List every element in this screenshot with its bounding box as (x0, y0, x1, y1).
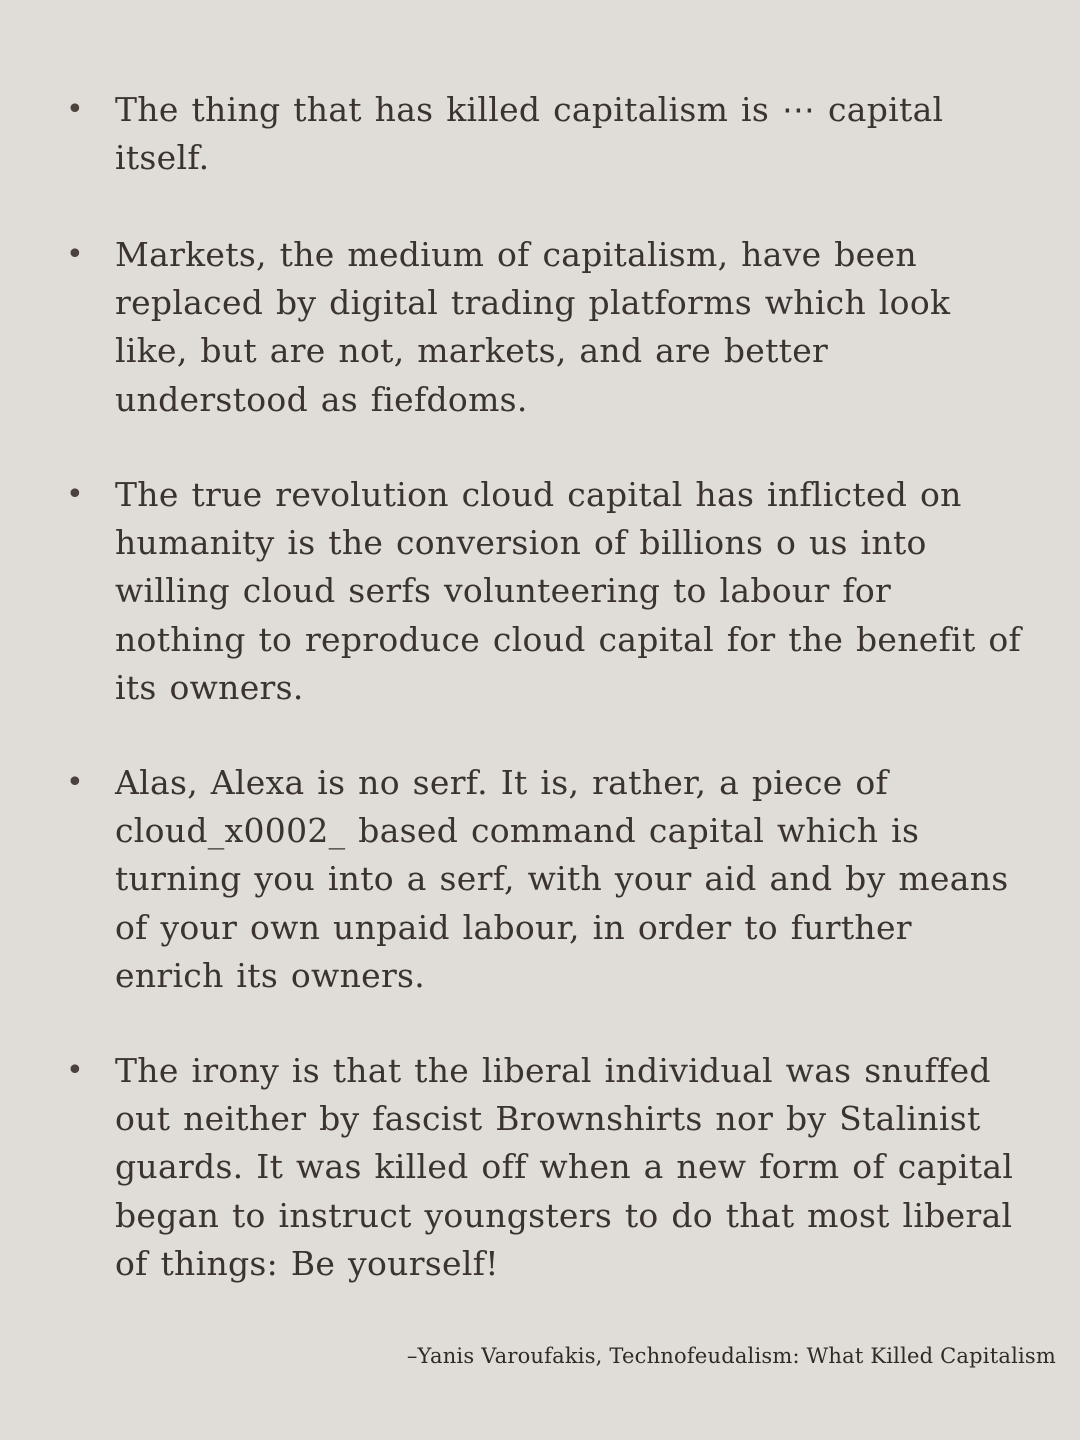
quote-text: The thing that has killed capitalism is ⋯ capital itself. (115, 90, 944, 178)
bullet-icon: • (66, 237, 84, 272)
attribution: –Yanis Varoufakis, Technofeudalism: What Killed Capitalism (406, 1344, 1056, 1368)
quote-text: Markets, the medium of capitalism, have been replaced by digital trading platforms which look like, but are not, markets, and are better understood as fiefdoms. (115, 235, 951, 419)
quote-text: The true revolution cloud capital has inflicted on humanity is the conversion of billions o us into willing cloud serfs volunteering to labour for nothing to reproduce cloud capital for the benefit of its owners. (115, 475, 1022, 707)
quote-text: The irony is that the liberal individual was snuffed out neither by fascist Brownshirts nor by Stalinist guards. It was killed off when a new form of capital began to instruct youngsters to do that most liberal of things: Be yourself! (115, 1051, 1014, 1283)
bullet-icon: • (66, 92, 84, 127)
bullet-icon: • (66, 765, 84, 800)
bullet-icon: • (66, 1053, 84, 1088)
quote-text: Alas, Alexa is no serf. It is, rather, a piece of cloud_x0002_ based command capital which is turning you into a serf, with your aid and by means of your own unpaid labour, in order to further enrich its owners. (115, 763, 1009, 995)
bullet-icon: • (66, 477, 84, 512)
